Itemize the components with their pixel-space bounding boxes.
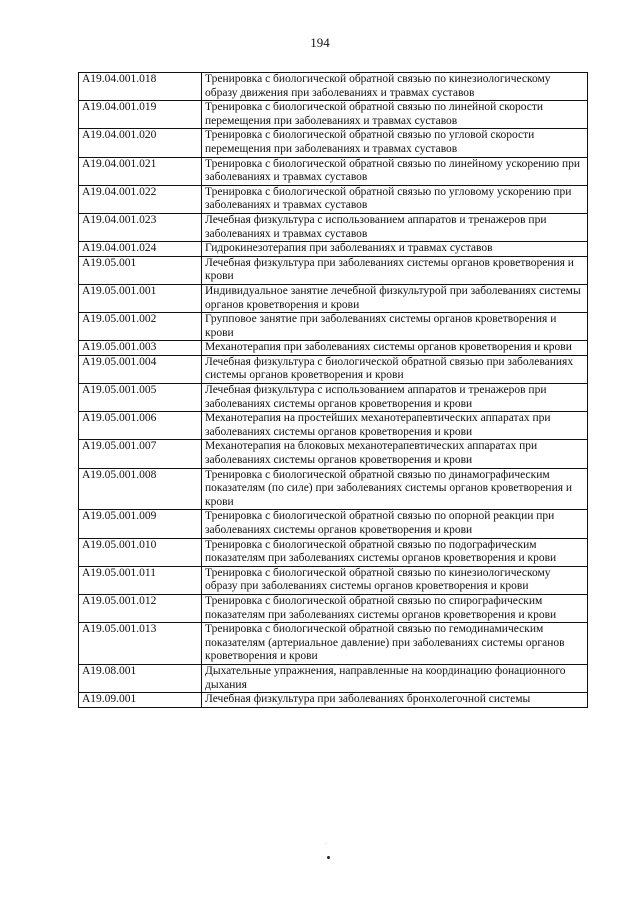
table-row <box>79 510 588 538</box>
procedure-description: Механотерапия на простейших механотерапевтических аппаратах при заболеваниях системы органов кроветворения и крови <box>202 412 588 440</box>
procedure-code: A19.05.001.005 <box>79 384 202 412</box>
procedure-code-table <box>78 72 588 708</box>
procedure-code: A19.04.001.020 <box>79 129 202 157</box>
procedure-description: Гидрокинезотерапия при заболеваниях и травмах суставов <box>202 242 588 257</box>
procedure-code: A19.08.001 <box>79 664 202 692</box>
table-row <box>79 538 588 566</box>
table-row <box>79 129 588 157</box>
procedure-description: Тренировка с биологической обратной связью по спирографическим показателям при заболеваниях системы органов кроветворения и крови <box>202 594 588 622</box>
procedure-code: A19.05.001.009 <box>79 510 202 538</box>
table-row <box>79 213 588 241</box>
table-row <box>79 566 588 594</box>
table-row <box>79 623 588 665</box>
table-row <box>79 355 588 383</box>
procedure-description: Тренировка с биологической обратной связью по динамографическим показателям (по силе) при заболеваниях системы органов кроветворения и крови <box>202 468 588 510</box>
table-row <box>79 412 588 440</box>
procedure-description: Тренировка с биологической обратной связью по подографическим показателям при заболеваниях системы органов кроветворения и крови <box>202 538 588 566</box>
procedure-description: Тренировка с биологической обратной связью по линейному ускорению при заболеваниях и травмах суставов <box>202 157 588 185</box>
procedure-code: A19.05.001.002 <box>79 313 202 341</box>
table-row <box>79 284 588 312</box>
procedure-code: A19.05.001.011 <box>79 566 202 594</box>
procedure-code: A19.04.001.024 <box>79 242 202 257</box>
procedure-code: A19.04.001.022 <box>79 185 202 213</box>
table-row <box>79 468 588 510</box>
table-row <box>79 594 588 622</box>
table-row <box>79 693 588 708</box>
procedure-code: A19.05.001.012 <box>79 594 202 622</box>
table-row <box>79 341 588 356</box>
procedure-code: A19.04.001.018 <box>79 73 202 101</box>
procedure-code: A19.05.001.001 <box>79 284 202 312</box>
procedure-code: A19.05.001 <box>79 256 202 284</box>
procedure-description: Индивидуальное занятие лечебной физкультурой при заболеваниях системы органов кроветворения и крови <box>202 284 588 312</box>
table-row <box>79 440 588 468</box>
procedure-code: A19.05.001.008 <box>79 468 202 510</box>
procedure-description: Лечебная физкультура при заболеваниях бронхолегочной системы <box>202 693 588 708</box>
procedure-code: A19.04.001.019 <box>79 101 202 129</box>
table-row <box>79 185 588 213</box>
scan-dot <box>327 856 330 859</box>
procedure-description: Тренировка с биологической обратной связью по опорной реакции при заболеваниях системы органов кроветворения и крови <box>202 510 588 538</box>
procedure-code: A19.05.001.010 <box>79 538 202 566</box>
procedure-description: Тренировка с биологической обратной связью по угловому ускорению при заболеваниях и травмах суставов <box>202 185 588 213</box>
procedure-code: A19.04.001.021 <box>79 157 202 185</box>
procedure-description: Лечебная физкультура с биологической обратной связью при заболеваниях системы органов кроветворения и крови <box>202 355 588 383</box>
procedure-description: Тренировка с биологической обратной связью по угловой скорости перемещения при заболеваниях и травмах суставов <box>202 129 588 157</box>
procedure-code: A19.05.001.007 <box>79 440 202 468</box>
procedure-description: Лечебная физкультура с использованием аппаратов и тренажеров при заболеваниях системы органов кроветворения и крови <box>202 384 588 412</box>
procedure-description: Тренировка с биологической обратной связью по гемодинамическим показателям (артериальное давление) при заболеваниях системы органов кроветворения и крови <box>202 623 588 665</box>
table-row <box>79 73 588 101</box>
scan-mark: ˙ <box>325 842 328 850</box>
table-row <box>79 664 588 692</box>
procedure-code: A19.05.001.004 <box>79 355 202 383</box>
procedure-code: A19.05.001.003 <box>79 341 202 356</box>
procedure-description: Тренировка с биологической обратной связью по кинезиологическому образу при заболеваниях системы органов кроветворения и крови <box>202 566 588 594</box>
procedure-code: A19.05.001.013 <box>79 623 202 665</box>
table-row <box>79 384 588 412</box>
page-number: 194 <box>310 35 330 50</box>
procedure-description: Лечебная физкультура при заболеваниях системы органов кроветворения и крови <box>202 256 588 284</box>
table-row <box>79 313 588 341</box>
table-body <box>79 73 588 708</box>
procedure-description: Групповое занятие при заболеваниях системы органов кроветворения и крови <box>202 313 588 341</box>
procedure-description: Лечебная физкультура с использованием аппаратов и тренажеров при заболеваниях и травмах суставов <box>202 213 588 241</box>
table-row <box>79 256 588 284</box>
procedure-description: Механотерапия на блоковых механотерапевтических аппаратах при заболеваниях системы органов кроветворения и крови <box>202 440 588 468</box>
table-row <box>79 157 588 185</box>
procedure-code: A19.04.001.023 <box>79 213 202 241</box>
procedure-description: Тренировка с биологической обратной связью по линейной скорости перемещения при заболеваниях и травмах суставов <box>202 101 588 129</box>
procedure-code: A19.05.001.006 <box>79 412 202 440</box>
table-row <box>79 101 588 129</box>
procedure-description: Дыхательные упражнения, направленные на координацию фонационного дыхания <box>202 664 588 692</box>
table-row <box>79 242 588 257</box>
procedure-description: Механотерапия при заболеваниях системы органов кроветворения и крови <box>202 341 588 356</box>
procedure-description: Тренировка с биологической обратной связью по кинезиологическому образу движения при заболеваниях и травмах суставов <box>202 73 588 101</box>
procedure-code: A19.09.001 <box>79 693 202 708</box>
